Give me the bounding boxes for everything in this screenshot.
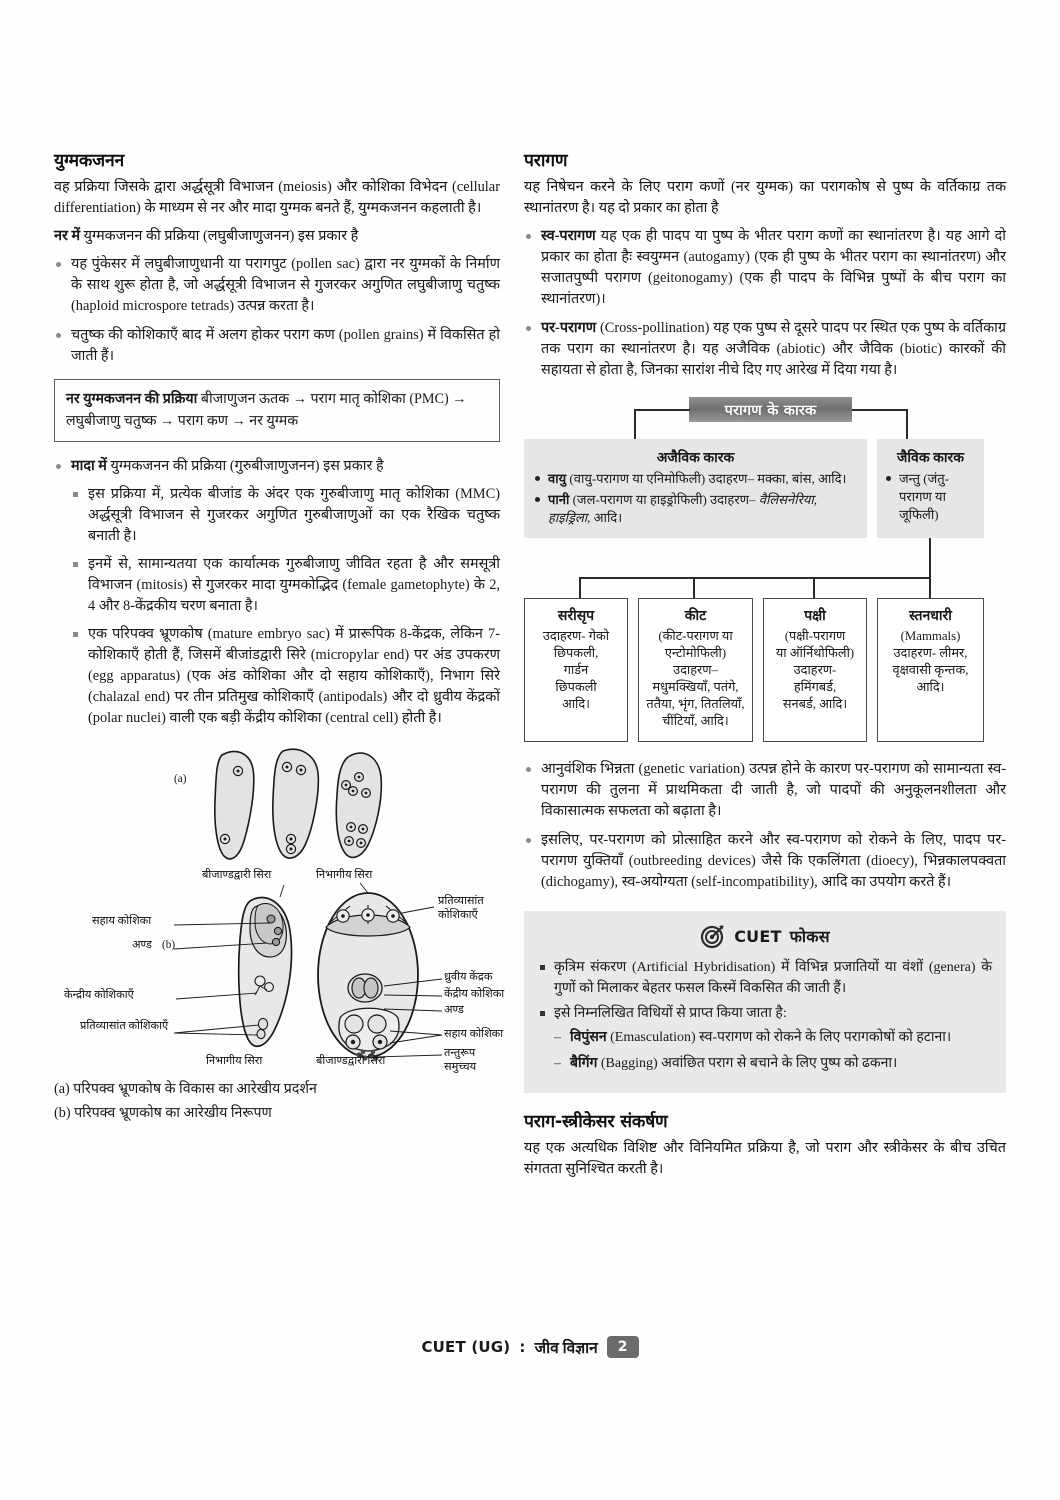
pollination-type-bullets	[524, 226, 1006, 381]
female-gametogenesis-sub-bullets	[71, 484, 500, 729]
cross-pollination-text: (Cross-pollination) यह एक पुष्प से दूसरे पादप पर स्थित एक पुष्प के वर्तिकाग्र तक पराग का स्थानांतरण है। यह अजैविक (abiotic) और जैविक (biotic) कारकों की सहायता से होता है, जिनका सारांश नीचे दिए गए आरेख में दिया गया है।	[541, 320, 1006, 379]
diagram-label-egg-left: अण्ड	[132, 939, 152, 952]
reptiles-line: छिपकली	[555, 680, 597, 695]
male-heading-bold: नर में	[54, 228, 81, 245]
cuet-methods-intro: इसे निम्नलिखित विधियों से प्राप्त किया जाता है:	[554, 1006, 787, 1022]
pollen-pistil-paragraph: यह एक अत्यधिक विशिष्ट और विनियमित प्रक्रिया है, जो पराग और स्त्रीकेसर के बीच उचित संगतता सुनिश्चित करती है।	[524, 1139, 1006, 1177]
insects-line: उदाहरण–	[673, 663, 718, 678]
cuet-focus-header	[538, 923, 992, 949]
insects-line: चींटियाँ, आदि।	[662, 714, 729, 729]
bagging-term: बैगिंग	[570, 1055, 598, 1071]
female-heading-bold: मादा में	[71, 457, 107, 474]
list-item: कृत्रिम संकरण (Artificial Hybridisation) में विभिन्न प्रजातियों या वंशों (genera) के गुणों को मिलाकर बेहतर फसल किस्में विकसित की जाती हैं।	[538, 958, 992, 999]
birds-line: हमिंगबर्ड,	[793, 680, 837, 695]
birds-line: सनबर्ड, आदि।	[782, 697, 848, 712]
list-item: आनुवंशिक भिन्नता (genetic variation) उत्पन्न होने के कारण पर-परागण को सामान्यता स्व-परागण की तुलना में प्राथमिकता दी जाती है, जो पादपों की अनुकूलनशीलता और विकासात्मक सफलता को बढ़ाता है।	[524, 759, 1006, 822]
male-gametogenesis-formula-box	[54, 379, 500, 442]
abiotic-water-tail: आदि।	[590, 509, 623, 525]
birds-line: उदाहरण-	[793, 663, 837, 678]
list-item: जन्तु (जंतु-परागण या जूफिली)	[885, 470, 976, 523]
connector-biotic-down	[929, 538, 931, 578]
cuet-focus-label: फोकस	[789, 927, 830, 947]
diagram-label-micropylar-end-top: बीजाण्डद्वारी सिरा	[202, 869, 272, 882]
male-gametogenesis-bullets	[54, 254, 500, 367]
left-column	[54, 148, 505, 1187]
reptiles-line: गार्डन	[563, 663, 589, 678]
connector-v-right	[906, 409, 908, 439]
page-number-badge: 2	[607, 1336, 639, 1358]
page-title-gametogenesis: युग्मकजनन	[54, 151, 124, 171]
list-item	[534, 470, 857, 488]
list-item: एक परिपक्व भ्रूणकोष (mature embryo sac) में प्रारूपिक 8-केंद्रक, लेकिन 7-कोशिकाएँ होती हैं, जिसमें बीजांडद्वारी सिरे (micropylar end) पर अंड उपकरण (egg apparatus) (एक अंड कोशिका और दो सहाय कोशिकाएँ), निभाग सिरे (chalazal end) पर तीन प्रतिमुख कोशिकाएँ (antipodals) और दो ध्रुवीय केंद्रकों (polar nuclei) वाली एक बड़ी केंद्रीय कोशिका (central cell) होती है।	[71, 624, 500, 729]
flowchart-title-banner: परागण के कारक	[689, 397, 852, 422]
diagram-label-chalazal-end-bottom: निभागीय सिरा	[206, 1055, 263, 1068]
cuet-focus-items	[538, 958, 992, 1073]
list-item	[534, 491, 857, 526]
insects-line: एन्टोमोफिली)	[664, 646, 727, 661]
connector-h-left	[634, 409, 690, 411]
connector-v-left	[634, 409, 636, 439]
abiotic-water-term: पानी	[548, 491, 570, 507]
biotic-items	[885, 470, 976, 523]
intro-paragraph-left: वह प्रक्रिया जिसके द्वारा अर्द्धसूत्री विभाजन (meiosis) और कोशिका विभेदन (cellular differentiation) के माध्यम से नर और मादा युग्मक बनते हैं, युग्मकजनन कहलाती है।	[54, 179, 500, 217]
bagging-text: (Bagging) अवांछित पराग से बचाने के लिए पुष्प को ढकना।	[597, 1055, 898, 1071]
cuet-methods-list	[554, 1028, 992, 1074]
connector-child-bus	[579, 577, 931, 579]
list-item: इसलिए, पर-परागण को प्रोत्साहित करने और स्व-परागण को रोकने के लिए, पादप पर-परागण युक्तियाँ (outbreeding devices) जैसे कि एकलिंगता (dioecy), भिन्नकालपक्वता (dichogamy), स्व-अयोग्यता (self-incompatibility), आदि का उपयोग करते हैं।	[524, 830, 1006, 893]
diagram-label-egg-right: अण्ड	[444, 1004, 464, 1017]
list-item	[524, 226, 1006, 310]
male-heading-rest: युग्मकजनन की प्रक्रिया (लघुबीजाणुजनन) इस प्रकार है	[80, 228, 359, 245]
self-pollination-text: यह एक ही पादप या पुष्प के भीतर पराग कणों का स्थानांतरण है। यह आगे दो प्रकार का होता हैः स्वयुग्मन (autogamy) (एक ही पुष्प के भीतर पराग का स्थानांतरण) और सजातपुष्पी परागण (geitonogamy) (एक ही पादप के विभिन्न पुष्पों के बीच पराग का स्थानांतरण)।	[541, 228, 1006, 308]
abiotic-water-examples: वैलिसनेरिया, हाइड्रिला,	[548, 491, 818, 525]
diagram-label-synergid-left: सहाय कोशिका	[92, 915, 152, 928]
mammals-box	[877, 598, 984, 742]
birds-title: पक्षी	[804, 609, 826, 625]
insects-line: मधुमक्खियाँ, पतंगे,	[652, 680, 739, 695]
cuet-brand-label: CUET	[734, 926, 782, 946]
reptiles-title: सरीसृप	[557, 609, 595, 625]
figure-captions	[54, 1079, 500, 1124]
right-column	[524, 148, 1006, 1187]
abiotic-title: अजैविक कारक	[656, 451, 735, 467]
emasculation-term: विपुंसन	[570, 1030, 607, 1046]
diagram-label-synergid-right: सहाय कोशिका	[444, 1028, 504, 1041]
formula-bold-prefix: नर युग्मकजनन की प्रक्रिया	[66, 391, 201, 408]
reptiles-line: आदि।	[561, 697, 591, 712]
connector-child-2	[693, 577, 695, 599]
diagram-label-central-cell: केंद्रीय कोशिका	[444, 988, 505, 1001]
page-title-pollination: परागण	[524, 151, 568, 171]
figure-caption-a: (a) परिपक्व भ्रूणकोष के विकास का आरेखीय प्रदर्शन	[54, 1081, 317, 1098]
post-flowchart-bullets	[524, 759, 1006, 893]
panel-b-label: (b)	[162, 939, 176, 952]
reptiles-box	[524, 598, 628, 742]
abiotic-items	[534, 470, 857, 526]
list-item	[554, 1028, 992, 1048]
self-pollination-term: स्व-परागण	[541, 228, 596, 245]
cross-pollination-term: पर-परागण	[541, 320, 597, 337]
female-heading-rest: युग्मकजनन की प्रक्रिया (गुरुबीजाणुजनन) इस प्रकार है	[106, 457, 384, 474]
abiotic-agents-box	[524, 439, 867, 538]
list-item	[524, 318, 1006, 381]
footer-separator: :	[519, 1337, 526, 1356]
two-column-layout	[0, 148, 1060, 1187]
page-title-pollen-pistil: पराग-स्त्रीकेसर संकर्षण	[524, 1111, 668, 1132]
diagram-label-filiform-apparatus: तन्तुरूप समुच्चय	[444, 1047, 477, 1073]
page-footer	[0, 1336, 1060, 1358]
diagram-label-antipodals-left: प्रतिव्यासांत कोशिकाएँ	[80, 1020, 169, 1033]
list-item	[538, 1004, 992, 1074]
insects-line: (कीट-परागण या	[658, 629, 733, 644]
footer-subject: जीव विज्ञान	[534, 1339, 598, 1357]
birds-line: या ऑर्निथोफिली)	[775, 646, 855, 661]
mammals-line: (Mammals)	[900, 629, 961, 644]
female-gametogenesis-bullets	[54, 456, 500, 729]
cuet-focus-box	[524, 911, 1006, 1092]
diagram-label-chalazal-end-top: निभागीय सिरा	[316, 869, 373, 882]
connector-h-right	[852, 409, 908, 411]
connector-child-3	[813, 577, 815, 599]
diagram-label-micropylar-end-bottom: बीजाण्डद्वारी सिरा	[316, 1055, 386, 1068]
embryo-sac-figure	[54, 743, 505, 1073]
footer-brand: CUET (UG)	[421, 1337, 511, 1356]
birds-box	[763, 598, 867, 742]
list-item: यह पुंकेसर में लघुबीजाणुधानी या परागपुट (pollen sac) द्वारा नर युग्मकों के निर्माण के साथ शुरू होता है, जो अर्द्धसूत्री विभाजन से गुजरकर अगुणित लघुबीजाणु चतुष्क (haploid microspore tetrads) उत्पन्न करता है।	[54, 254, 500, 317]
reptiles-line: छिपकली,	[553, 646, 599, 661]
list-item: चतुष्क की कोशिकाएँ बाद में अलग होकर पराग कण (pollen grains) में विकसित हो जाती हैं।	[54, 325, 500, 367]
list-item: इस प्रक्रिया में, प्रत्येक बीजांड के अंदर एक गुरुबीजाणु मातृ कोशिका (MMC) अर्द्धसूत्री विभाजन से गुजरकर अगुणित गुरुबीजाणुओं का एक रैखिक चतुष्क बनाती है।	[71, 484, 500, 547]
mammals-line: उदाहरण- लीमर,	[893, 646, 968, 661]
list-item	[54, 456, 500, 729]
pollination-agents-flowchart	[524, 397, 1006, 749]
biotic-title: जैविक कारक	[897, 451, 964, 467]
emasculation-text: (Emasculation) स्व-परागण को रोकने के लिए परागकोषों को हटाना।	[606, 1030, 952, 1046]
figure-caption-b: (b) परिपक्व भ्रूणकोष का आरेखीय निरूपण	[54, 1104, 272, 1121]
abiotic-water-text: (जल-परागण या हाइड्रोफिली) उदाहरण–	[569, 491, 756, 507]
insects-box	[638, 598, 753, 742]
insects-line: ततैया, भृंग, तितलियाँ,	[646, 697, 745, 712]
mammals-line: वृक्षवासी कृन्तक,	[892, 663, 969, 678]
birds-line: (पक्षी-परागण	[784, 629, 846, 644]
abiotic-wind-text: (वायु-परागण या एनिमोफिली) उदाहरण– मक्का, बांस, आदि।	[566, 471, 847, 487]
insects-title: कीट	[684, 609, 707, 625]
diagram-label-central-cells-left: केन्द्रीय कोशिकाएँ	[64, 989, 134, 1002]
list-item: इनमें से, सामान्यतया एक कार्यात्मक गुरुबीजाणु जीवित रहता है और समसूत्री विभाजन (mitosis) से गुजरकर मादा युग्मकोद्भिद (female gametophyte) के 2, 4 और 8-केंद्रकीय चरण बनाता है।	[71, 554, 500, 617]
biotic-agents-box	[877, 439, 984, 538]
target-dart-icon	[700, 923, 726, 949]
mammals-title: स्तनधारी	[909, 609, 952, 625]
connector-child-1	[579, 577, 581, 599]
connector-child-4	[929, 577, 931, 599]
list-item	[554, 1054, 992, 1074]
diagram-label-antipodals-right: प्रतिव्यासांत कोशिकाएँ	[438, 895, 484, 921]
formula-chain: बीजाणुजन ऊतक → पराग मातृ कोशिका (PMC) → लघुबीजाणु चतुष्क → पराग कण → नर युग्मक	[66, 391, 467, 429]
mammals-line: आदि।	[916, 680, 945, 695]
abiotic-wind-term: वायु	[548, 471, 567, 487]
male-gametogenesis-heading	[54, 226, 500, 247]
diagram-label-polar-nuclei: ध्रुवीय केंद्रक	[444, 971, 493, 984]
reptiles-line: उदाहरण- गेको	[542, 629, 610, 644]
panel-a-label: (a)	[174, 773, 187, 786]
intro-paragraph-right: यह निषेचन करने के लिए पराग कणों (नर युग्मक) का परागकोष से पुष्प के वर्तिकाग्र तक स्थानांतरण है। यह दो प्रकार का होता है	[524, 179, 1006, 217]
